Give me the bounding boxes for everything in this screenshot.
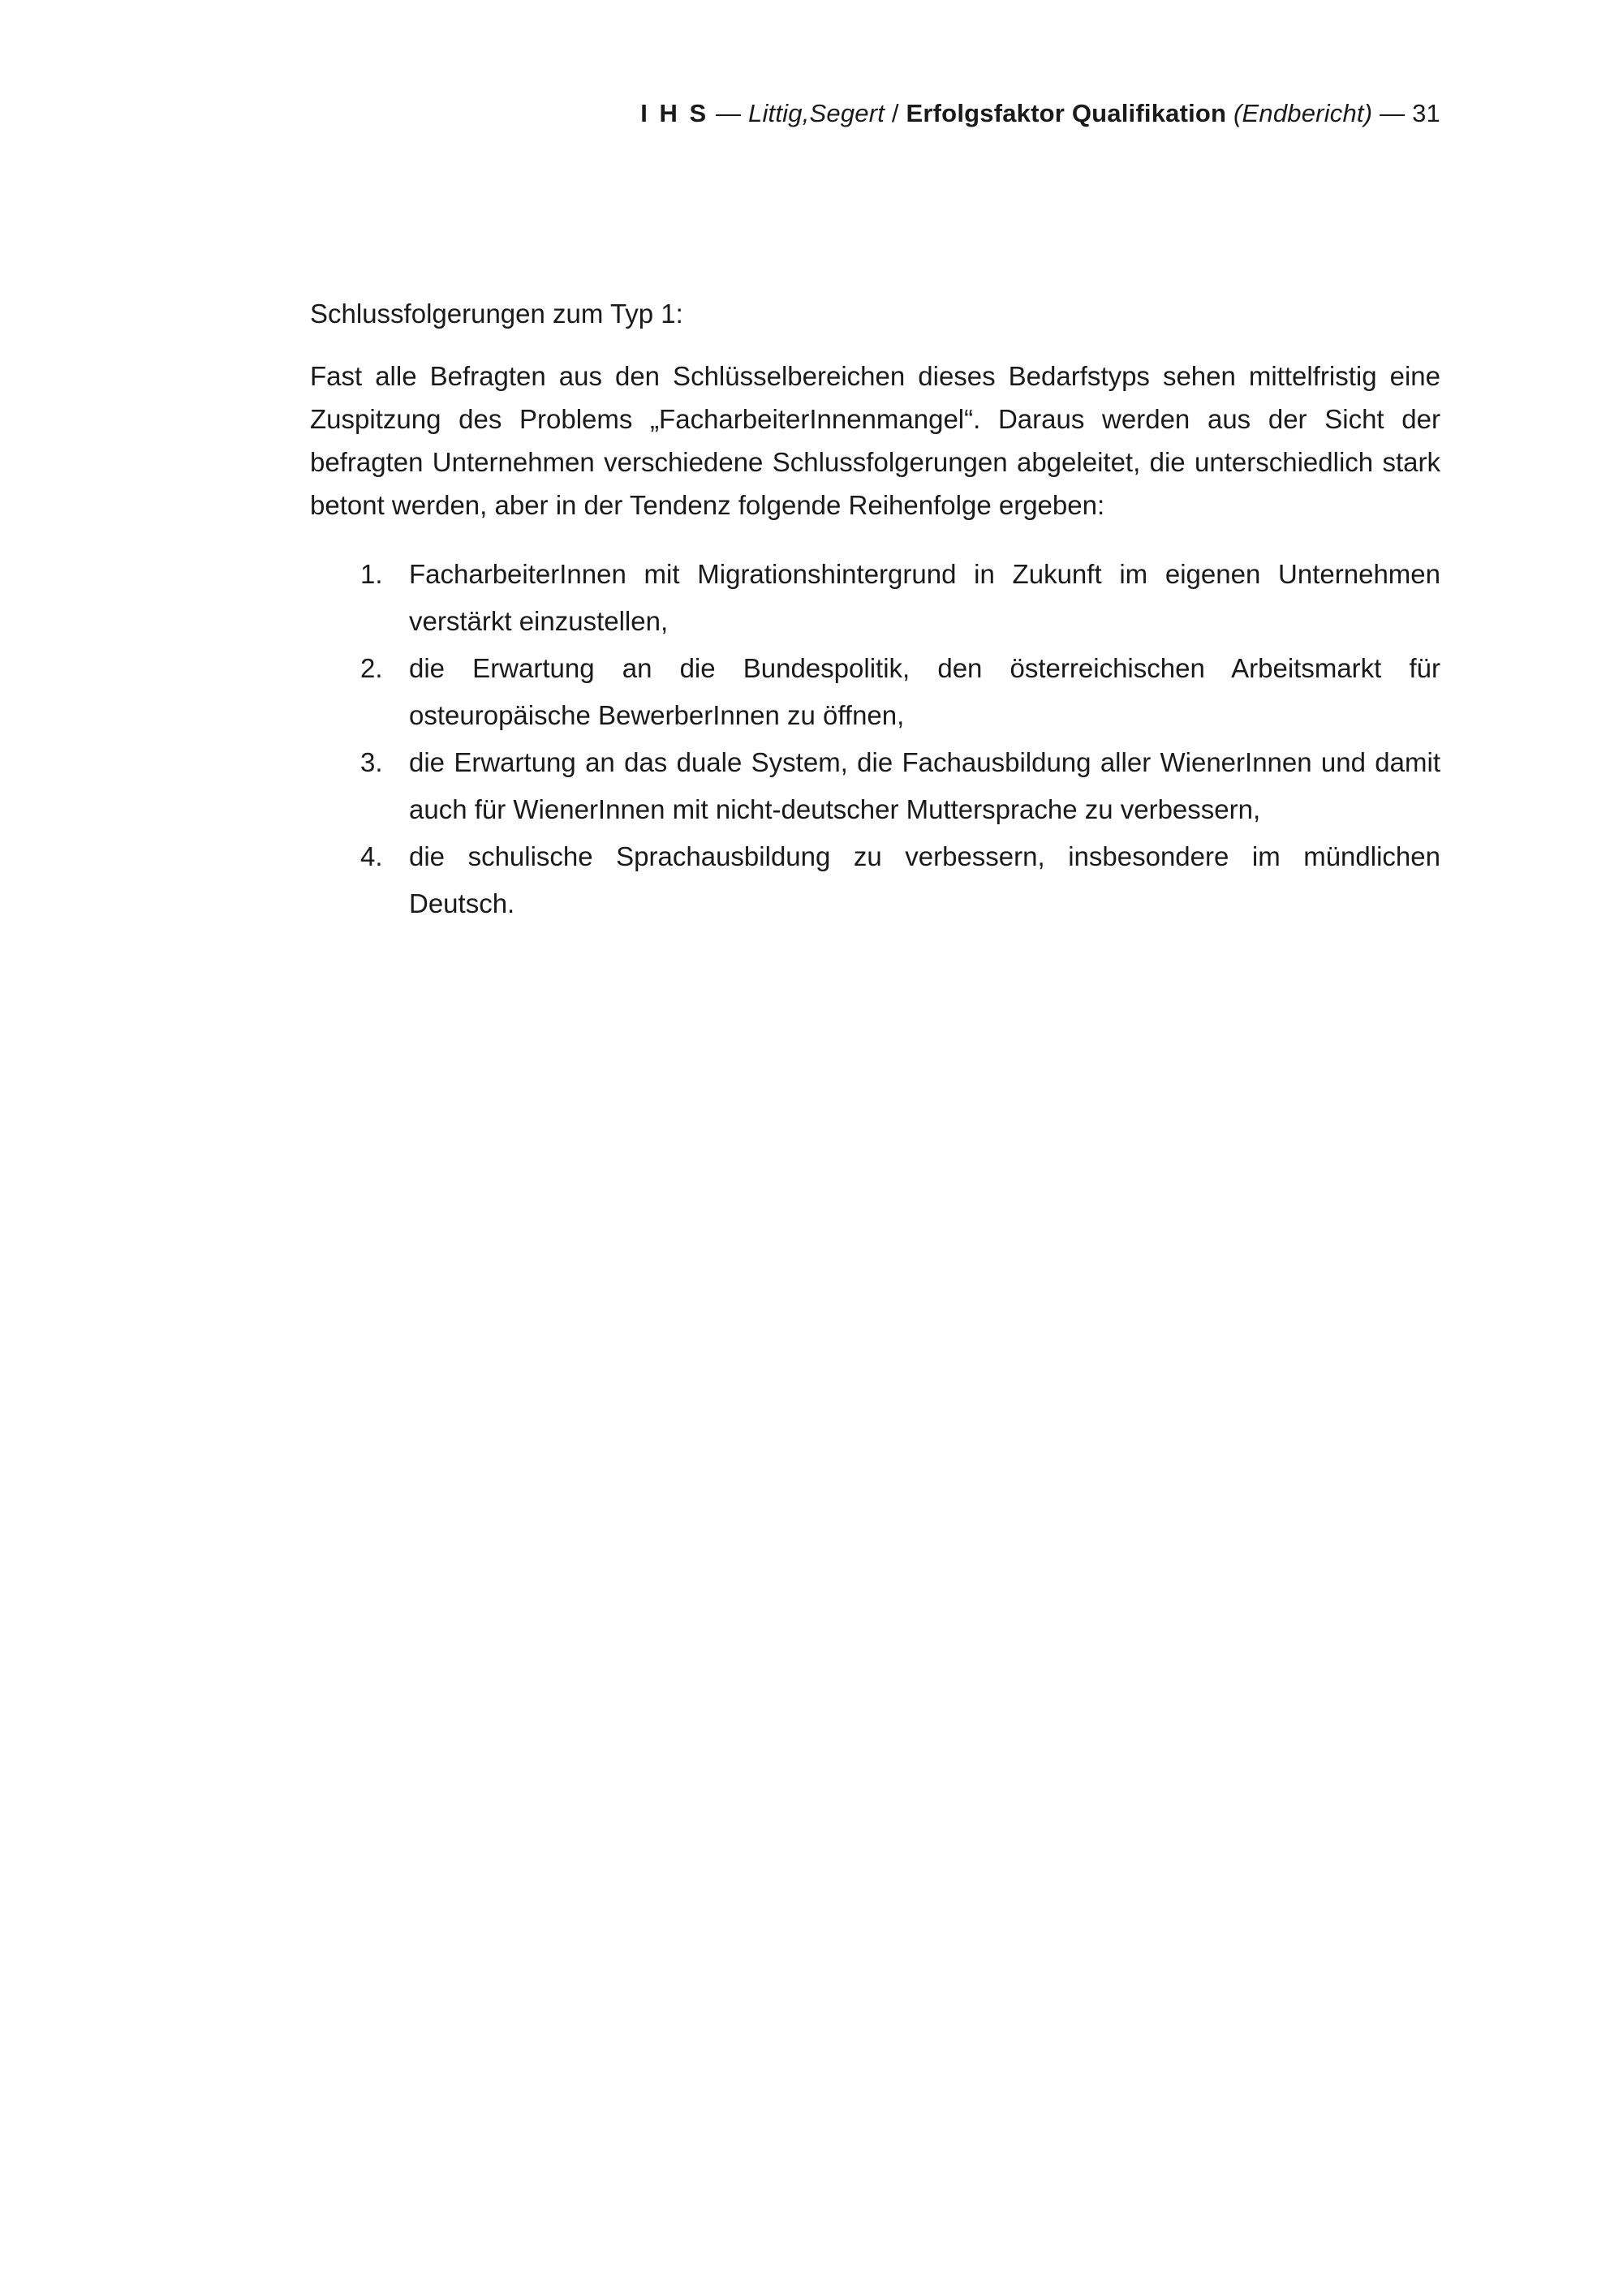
list-item	[310, 551, 1440, 645]
list-item	[310, 833, 1440, 927]
list-item-number: 3.	[360, 747, 383, 777]
running-header	[640, 99, 1440, 128]
header-title: Erfolgsfaktor Qualifikation	[906, 99, 1227, 127]
list-item-text: FacharbeiterInnen mit Migrationshintergrund in Zukunft im eigenen Unternehmen verstärkt einzustellen,	[409, 559, 1440, 636]
list-item	[310, 645, 1440, 739]
list-item-number: 4.	[360, 841, 383, 871]
header-report-type: (Endbericht)	[1233, 99, 1373, 127]
list-item	[310, 739, 1440, 833]
header-org: I H S	[640, 99, 709, 127]
page-body	[310, 292, 1440, 927]
list-item-text: die Erwartung an das duale System, die Fachausbildung aller WienerInnen und damit auch für WienerInnen mit nicht-deutscher Muttersprache zu verbessern,	[409, 747, 1440, 824]
intro-paragraph: Fast alle Befragten aus den Schlüsselbereichen dieses Bedarfstyps sehen mittelfristig eine Zuspitzung des Problems „FacharbeiterInnenmangel“. Daraus werden aus der Sicht der befragten Unternehmen verschiedene Schlussfolgerungen abgeleitet, die unterschiedlich stark betont werden, aber in der Tendenz folgende Reihenfolge ergeben:	[310, 361, 1440, 520]
section-heading: Schlussfolgerungen zum Typ 1:	[310, 299, 683, 329]
list-item-number: 2.	[360, 653, 383, 683]
list-item-number: 1.	[360, 559, 383, 589]
header-authors: Littig,Segert	[748, 99, 885, 127]
header-separator: —	[1372, 99, 1413, 127]
list-item-text: die Erwartung an die Bundespolitik, den österreichischen Arbeitsmarkt für osteuropäische BewerberInnen zu öffnen,	[409, 653, 1440, 730]
header-separator: /	[885, 99, 906, 127]
header-separator: —	[708, 99, 749, 127]
page-number: 31	[1412, 99, 1440, 127]
conclusions-list	[310, 551, 1440, 927]
list-item-text: die schulische Sprachausbildung zu verbessern, insbesondere im mündlichen Deutsch.	[409, 841, 1440, 918]
